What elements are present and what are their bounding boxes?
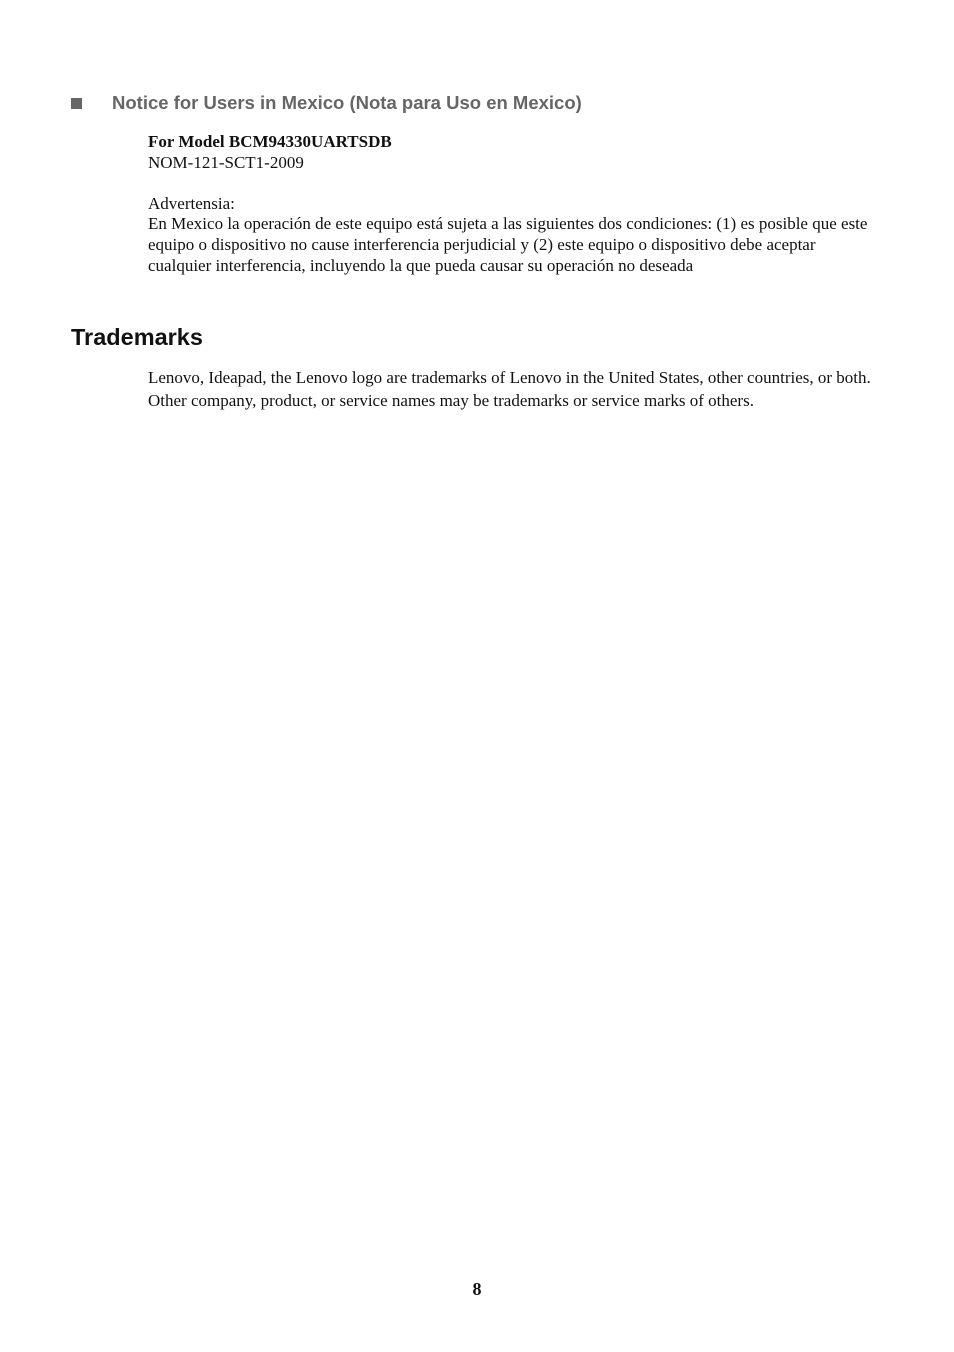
trademarks-body	[148, 366, 876, 412]
warning-text: En Mexico la operación de este equipo está sujeta a las siguientes dos condiciones: (1) es posible que este equipo o dispositivo no cause interferencia perjudicial y (2) este equipo o dispositivo debe aceptar cualquier interferencia, incluyendo la que pueda causar su operación no deseada	[148, 214, 868, 275]
trademarks-heading: Trademarks	[71, 324, 203, 350]
standard-line: NOM-121-SCT1-2009	[148, 152, 304, 172]
warning-label: Advertensia:	[148, 193, 235, 213]
notice-heading	[71, 92, 582, 114]
trademarks-paragraph-2: Other company, product, or service names may be trademarks or service marks of others.	[148, 391, 754, 410]
page-number: 8	[472, 1279, 482, 1299]
paragraph-gap	[148, 173, 876, 194]
notice-body	[148, 132, 876, 276]
trademarks-paragraph-1: Lenovo, Ideapad, the Lenovo logo are trademarks of Lenovo in the United States, other countries, or both.	[148, 368, 871, 387]
square-bullet-icon	[71, 98, 82, 109]
model-line: For Model BCM94330UARTSDB	[148, 132, 392, 151]
notice-heading-text: Notice for Users in Mexico (Nota para Uso en Mexico)	[112, 92, 582, 113]
